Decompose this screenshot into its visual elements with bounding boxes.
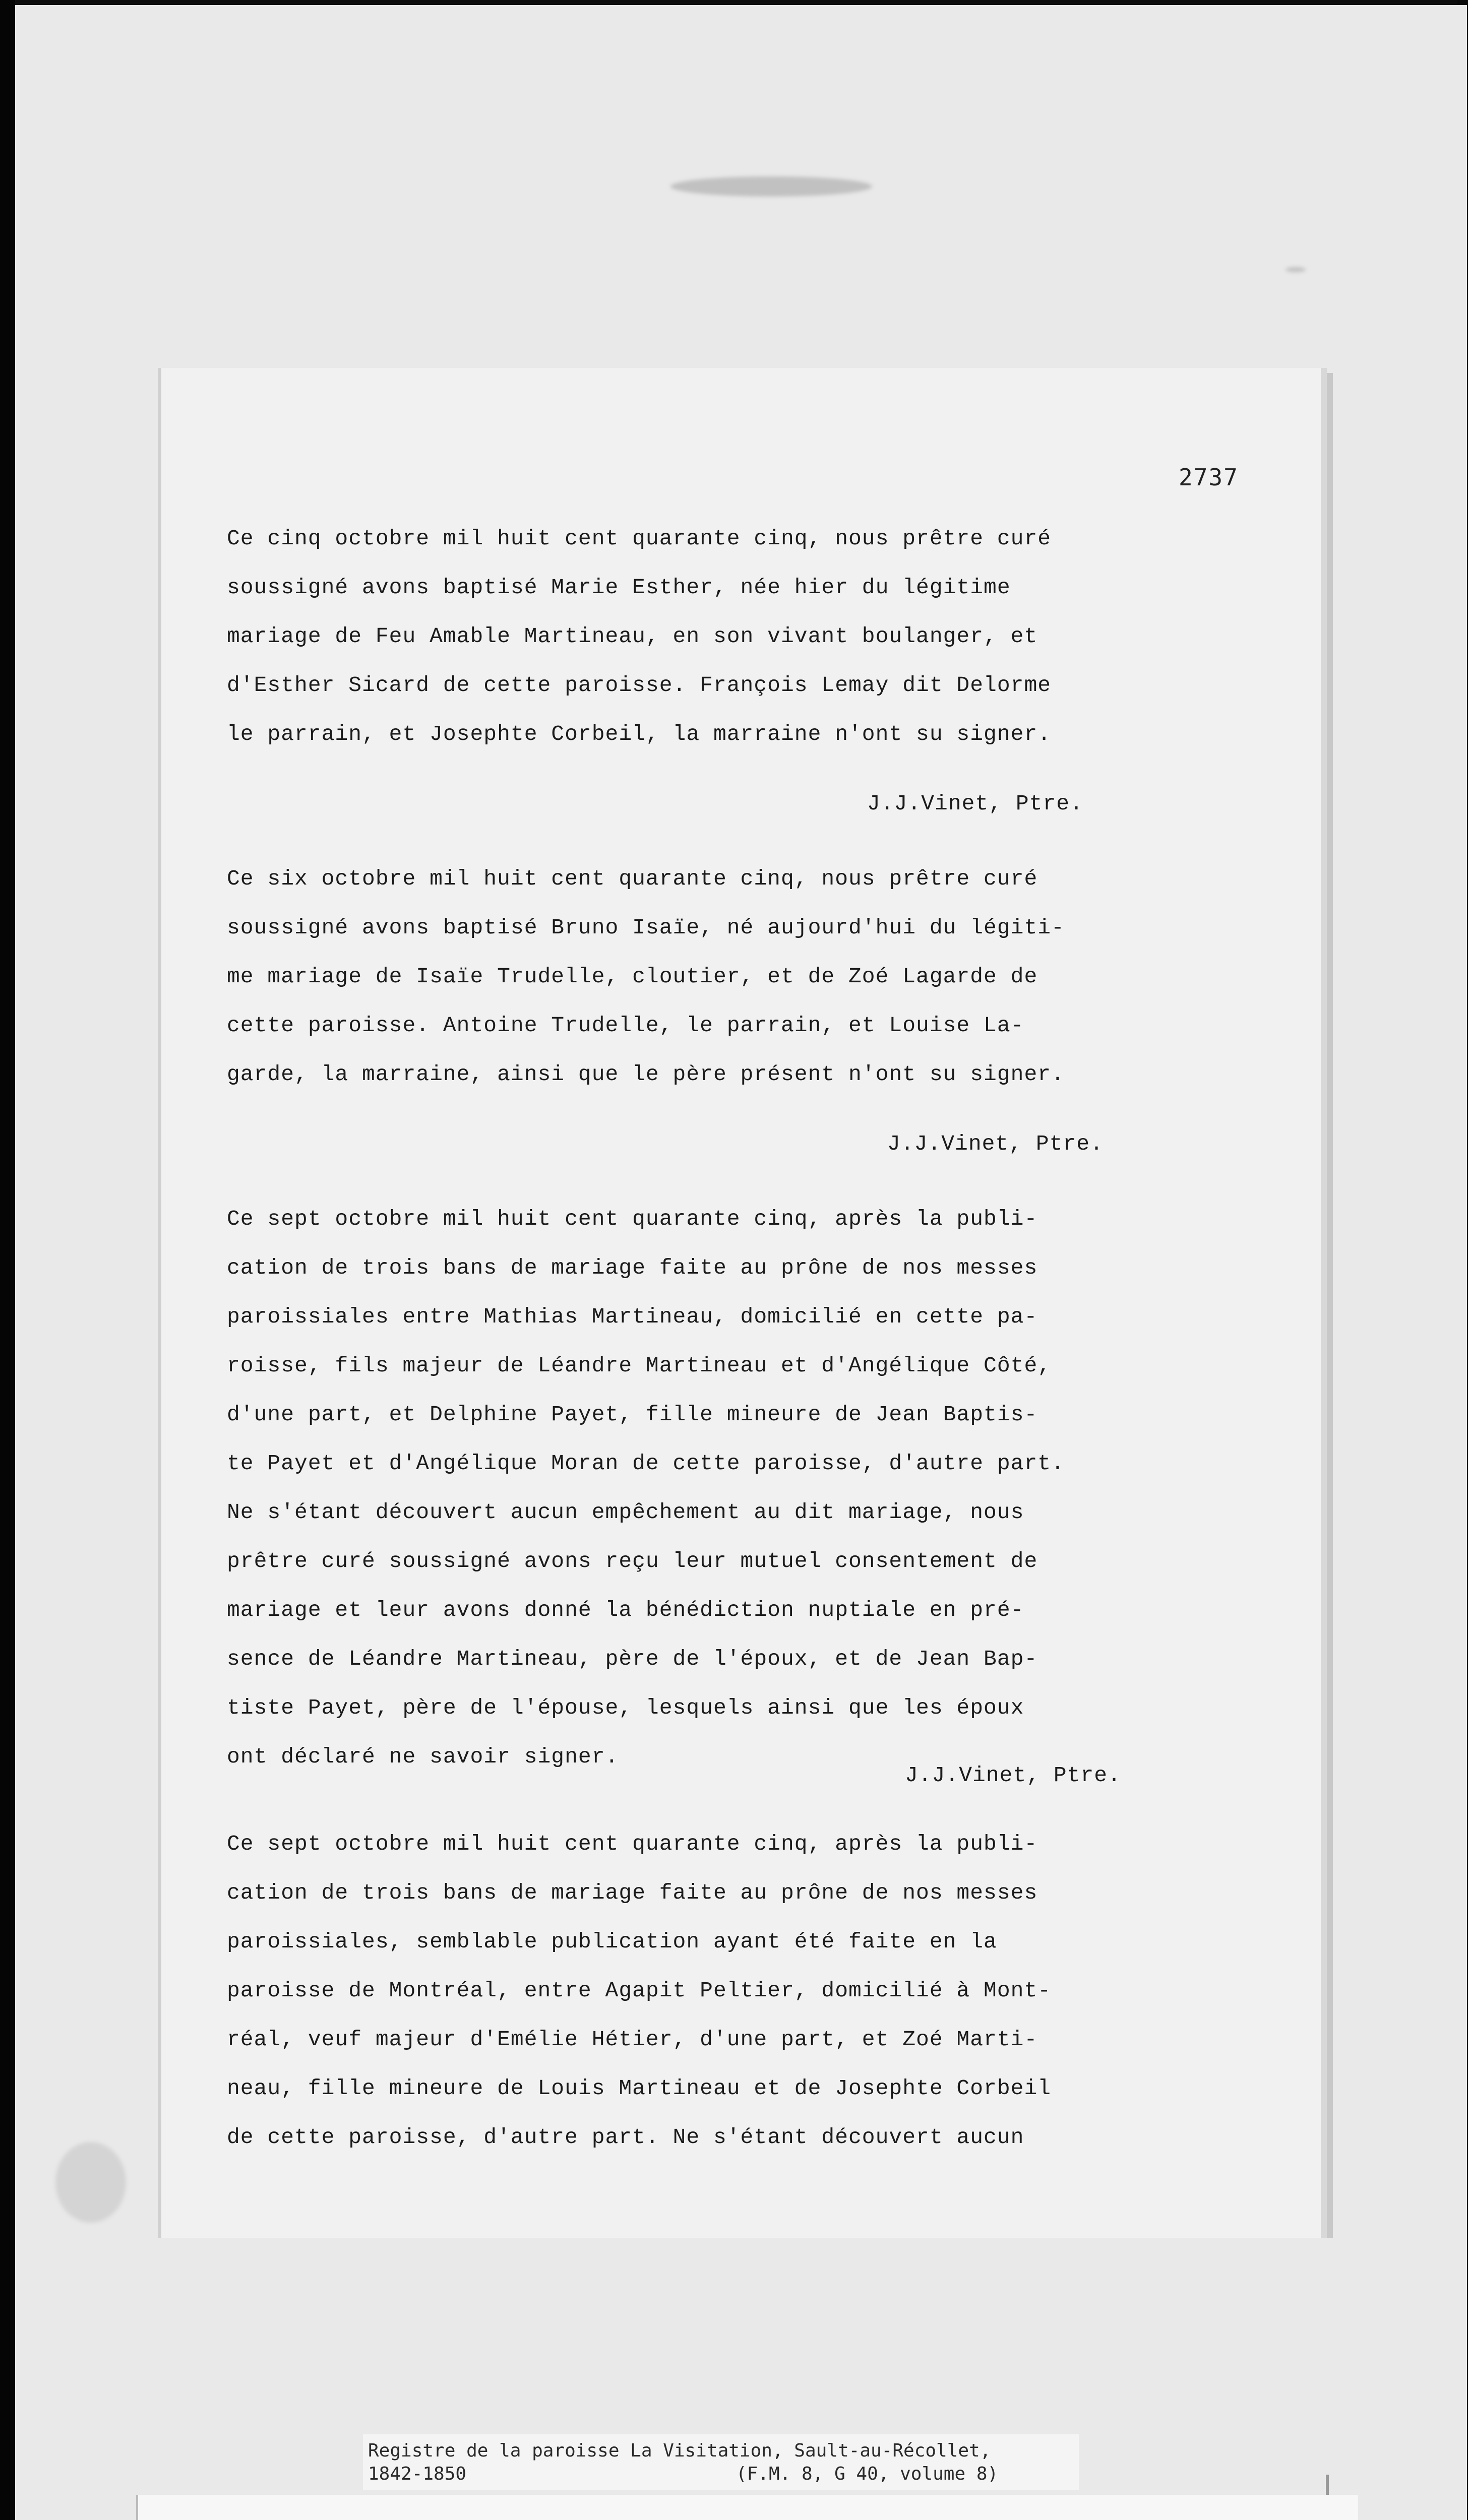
film-smudge <box>55 2142 126 2223</box>
priest-signature: J.J.Vinet, Ptre. <box>887 1131 1104 1156</box>
entry-line: mariage de Feu Amable Martineau, en son vivant boulanger, et <box>227 624 1038 649</box>
film-smudge <box>1286 267 1306 272</box>
marriage-entry-martineau-payet <box>227 1194 1185 1781</box>
entry-line: le parrain, et Josephte Corbeil, la marraine n'ont su signer. <box>227 722 1052 746</box>
caption-reference: (F.M. 8, G 40, volume 8) <box>736 2464 999 2484</box>
entry-line: tiste Payet, père de l'épouse, lesquels ainsi que les époux <box>227 1695 1024 1720</box>
entry-line: roisse, fils majeur de Léandre Martineau et d'Angélique Côté, <box>227 1353 1052 1378</box>
archives-stamp <box>136 2495 1358 2520</box>
entry-line: sence de Léandre Martineau, père de l'époux, et de Jean Bap- <box>227 1647 1038 1671</box>
page-number: 2737 <box>1179 464 1239 491</box>
marriage-entry-peltier-martineau <box>227 1819 1185 2162</box>
entry-line: Ce cinq octobre mil huit cent quarante cinq, nous prêtre curé <box>227 526 1052 551</box>
entry-line: ont déclaré ne savoir signer. <box>227 1744 619 1769</box>
entry-line: Ne s'étant découvert aucun empêchement au dit mariage, nous <box>227 1500 1024 1525</box>
caption-register-title: Registre de la paroisse La Visitation, Sault-au-Récollet, <box>368 2440 991 2461</box>
entry-line: paroisse de Montréal, entre Agapit Peltier, domicilié à Mont- <box>227 1978 1052 2003</box>
entry-line: cation de trois bans de mariage faite au prône de nos messes <box>227 1880 1038 1905</box>
entry-line: paroissiales entre Mathias Martineau, domicilié en cette pa- <box>227 1304 1038 1329</box>
priest-signature: J.J.Vinet, Ptre. <box>905 1763 1121 1788</box>
entry-line: soussigné avons baptisé Marie Esther, née hier du légitime <box>227 575 1011 600</box>
entry-line: soussigné avons baptisé Bruno Isaïe, né aujourd'hui du légiti- <box>227 915 1065 940</box>
caption-years: 1842-1850 <box>368 2464 467 2484</box>
entry-line: Ce sept octobre mil huit cent quarante cinq, après la publi- <box>227 1207 1038 1231</box>
entry-line: d'une part, et Delphine Payet, fille mineure de Jean Baptis- <box>227 1402 1038 1427</box>
entry-line: de cette paroisse, d'autre part. Ne s'étant découvert aucun <box>227 2125 1024 2150</box>
scan-border-left <box>0 0 15 2520</box>
entry-line: réal, veuf majeur d'Emélie Hétier, d'une part, et Zoé Marti- <box>227 2027 1038 2052</box>
entry-line: Ce sept octobre mil huit cent quarante cinq, après la publi- <box>227 1832 1038 1856</box>
baptism-entry-bruno-isaie <box>227 854 1185 1099</box>
archive-caption-label <box>363 2434 1079 2490</box>
entry-line: mariage et leur avons donné la bénédiction nuptiale en pré- <box>227 1598 1024 1622</box>
entry-line: cette paroisse. Antoine Trudelle, le parrain, et Louise La- <box>227 1013 1024 1038</box>
baptism-entry-marie-esther <box>227 514 1185 759</box>
entry-line: Ce six octobre mil huit cent quarante cinq, nous prêtre curé <box>227 866 1038 891</box>
entry-line: me mariage de Isaïe Trudelle, cloutier, et de Zoé Lagarde de <box>227 964 1038 989</box>
entry-line: prêtre curé soussigné avons reçu leur mutuel consentement de <box>227 1549 1038 1573</box>
priest-signature: J.J.Vinet, Ptre. <box>867 791 1083 816</box>
paper-edge-shadow <box>1319 373 1333 2238</box>
entry-line: d'Esther Sicard de cette paroisse. François Lemay dit Delorme <box>227 673 1052 698</box>
entry-line: neau, fille mineure de Louis Martineau et de Josephte Corbeil <box>227 2076 1052 2101</box>
entry-line: paroissiales, semblable publication ayant été faite en la <box>227 1929 997 1954</box>
entry-line: garde, la marraine, ainsi que le père présent n'ont su signer. <box>227 1062 1065 1087</box>
entry-line: cation de trois bans de mariage faite au prône de nos messes <box>227 1255 1038 1280</box>
film-smudge <box>670 176 872 197</box>
entry-line: te Payet et d'Angélique Moran de cette paroisse, d'autre part. <box>227 1451 1065 1476</box>
